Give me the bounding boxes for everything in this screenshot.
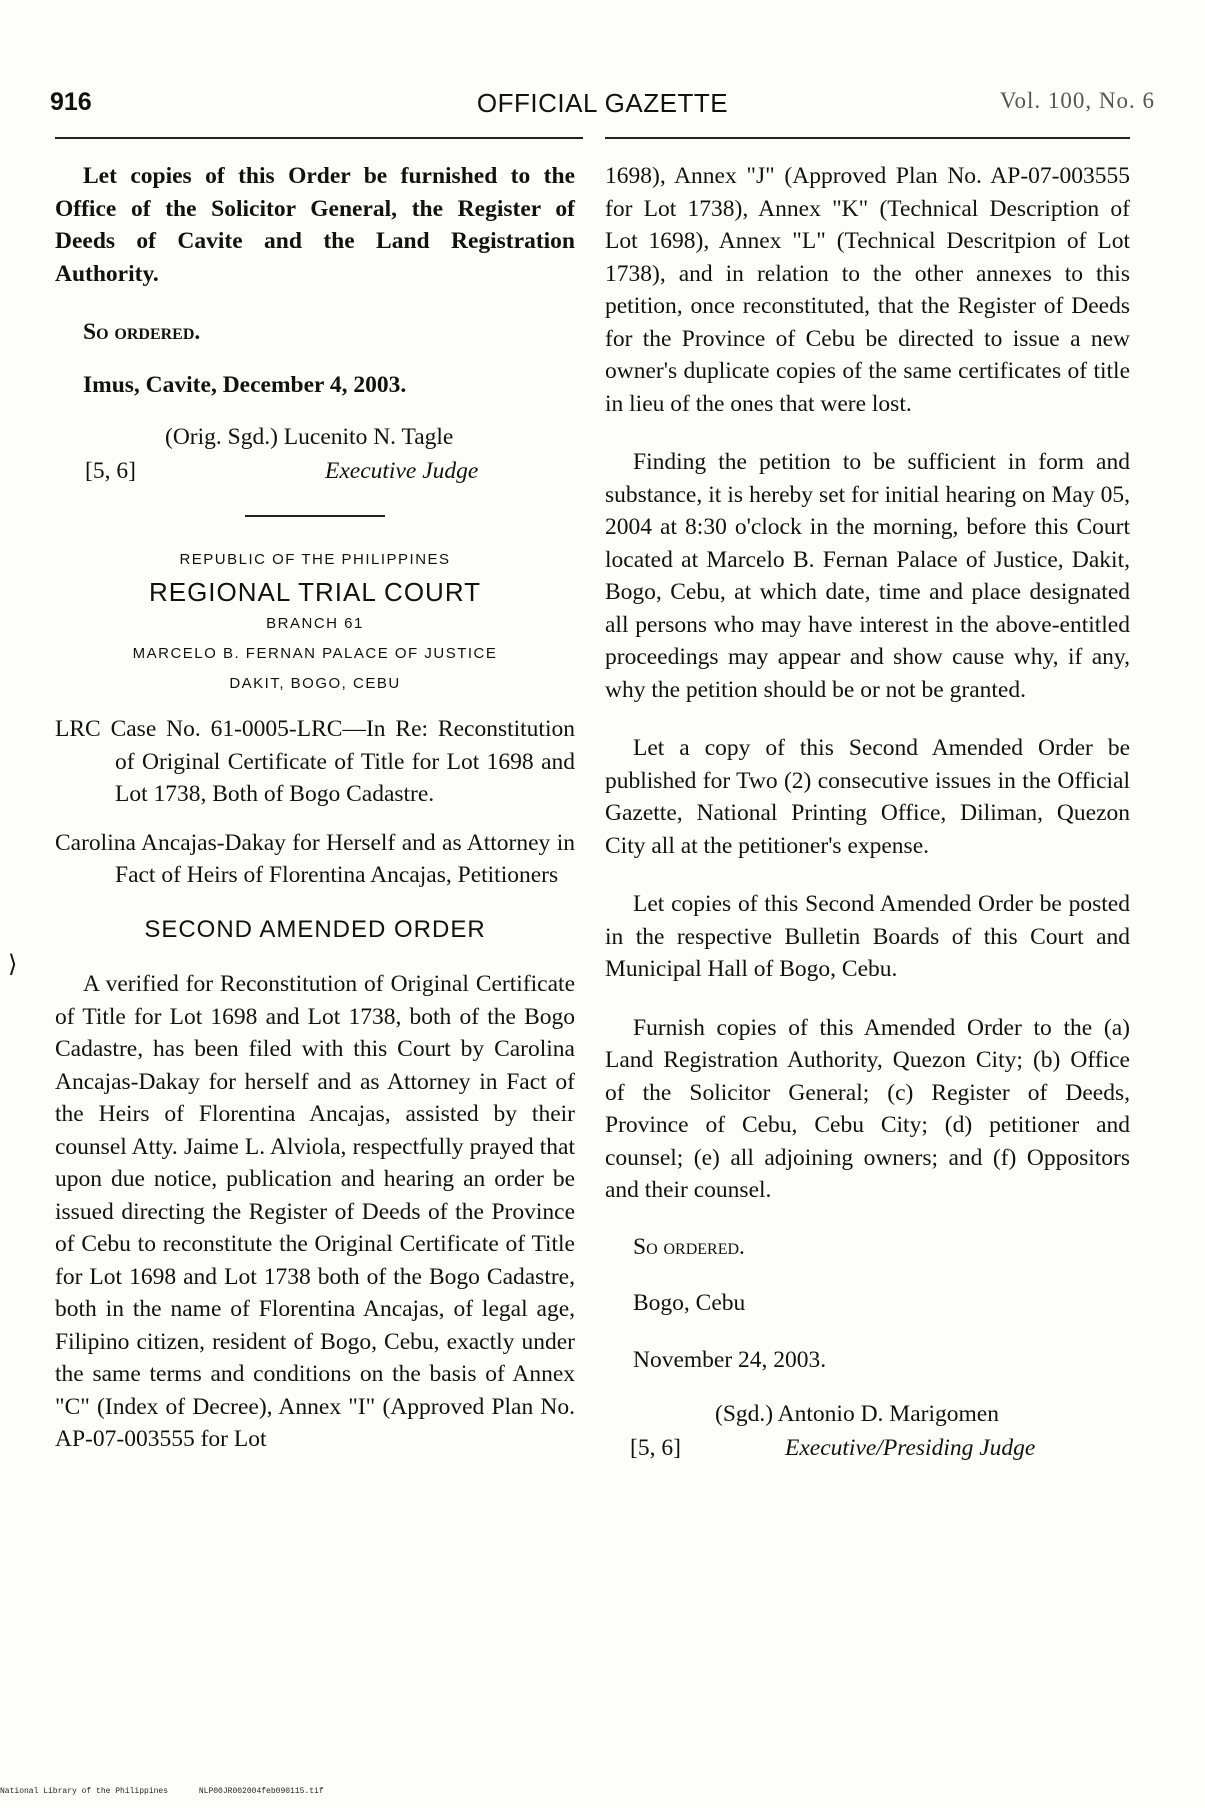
header-rule-left [55,137,583,139]
gazette-title: OFFICIAL GAZETTE [476,88,729,118]
court-branch: BRANCH 61 [266,615,364,632]
furnish-paragraph: Furnish copies of this Amended Order to the (a) Land Registration Authority, Quezon City; (b) Office of the Solicitor General; (c) Register of Deeds, Province of Cebu, Cebu City; (d) petitioner and counsel; (e) all adjoining owners; and (f) Oppositors and their counsel. [605,1014,1130,1203]
posting-paragraph: Let copies of this Second Amended Order be posted in the respective Bulletin Boards of this Court and Municipal Hall of Bogo, Cebu. [605,891,1130,982]
so-ordered-1: So ordered. [83,319,201,345]
place-date-1: Imus, Cavite, December 4, 2003. [83,371,407,398]
footer-file: NLP00JR002004feb090115.tif [198,1787,324,1796]
header-rule-right [605,137,1130,139]
order-body: A verified for Reconstitution of Original Certificate of Title for Lot 1698 and Lot 1738, both of the Bogo Cadastre, has been filed with this Court by Carolina Ancajas-Dakay for herself and as Attorney in Fact of the Heirs of Florentina Ancajas, assisted by their counsel Atty. Jaime L. Alviola, respectfully prayed that upon due notice, publication and hearing an order be issued directing the Register of Deeds of the Province of Cebu to reconstitute the Original Certificate of Title for Lot 1698 and Lot 1738 both of the Bogo Cadastre, both in the name of Florentina Ancajas, of legal age, Filipino citizen, resident of Bogo, Cebu, exactly under the same terms and conditions on the basis of Annex "C" (Index of Decree), Annex "I" (Approved Plan No. AP-07-003555 for Lot [55,971,575,1452]
so-ordered-2: So ordered. [633,1233,745,1260]
footer-library: National Library of the Philippines [0,1787,169,1796]
case-caption: LRC Case No. 61-0005-LRC—In Re: Reconstitution of Original Certificate of Title for Lot 1698 and Lot 1738, Both of Bogo Cadastre. [55,716,575,807]
section-divider [245,515,385,517]
court-name: REGIONAL TRIAL COURT [148,577,482,607]
place-2: Bogo, Cebu [633,1290,746,1316]
order-heading: SECOND AMENDED ORDER [144,915,486,943]
publication-paragraph: Let a copy of this Second Amended Order be published for Two (2) consecutive issues in the Official Gazette, National Printing Office, Diliman, Quezon City all at the petitioner's expense. [605,735,1130,859]
left-column [55,160,575,1456]
page-number: 916 [50,88,92,116]
page-header [50,88,1155,128]
issue-ref-1: [5, 6] [85,458,136,484]
signature-1: (Orig. Sgd.) Lucenito N. Tagle [165,424,454,450]
signature-2: (Sgd.) Antonio D. Marigomen [715,1401,999,1427]
court-republic: REPUBLIC OF THE PHILIPPINES [179,551,451,568]
order-paragraph: Let copies of this Order be furnished to the Office of the Solicitor General, the Register of Deeds of Cavite and the Land Registration Authority. [55,163,575,287]
continuation-paragraph: 1698), Annex "J" (Approved Plan No. AP-07-003555 for Lot 1738), Annex "K" (Technical Description of Lot 1698), Annex "L" (Technical Descritpion of Lot 1738), and in relation to the other annexes to this petition, once reconstituted, that the Register of Deeds for the Province of Cebu be directed to issue a new owner's duplicate copies of the same certificates of title in lieu of the ones that were lost. [605,163,1130,417]
scan-footer [0,1787,350,1796]
finding-paragraph: Finding the petition to be sufficient in form and substance, it is hereby set for initial hearing on May 05, 2004 at 8:30 o'clock in the morning, before this Court located at Marcelo B. Fernan Palace of Justice, Dakit, Bogo, Cebu, at which date, time and place designated all persons who may have interest in the above-entitled proceedings may appear and show cause why, if any, why the petition should be or not be granted. [605,449,1130,703]
signer-title-1: Executive Judge [325,458,479,484]
case-parties: Carolina Ancajas-Dakay for Herself and as Attorney in Fact of Heirs of Florentina Ancajas, Petitioners [55,829,575,888]
date-2: November 24, 2003. [633,1346,827,1373]
signer-block-1 [55,455,575,489]
signer-block-2 [605,1432,1130,1466]
court-palace: MARCELO B. FERNAN PALACE OF JUSTICE [132,645,498,662]
volume-number: Vol. 100, No. 6 [999,88,1155,113]
right-column [605,160,1130,1466]
issue-ref-2: [5, 6] [630,1435,681,1461]
court-location: DAKIT, BOGO, CEBU [229,675,401,692]
signature-block-2 [605,1398,1130,1432]
signer-title-2: Executive/Presiding Judge [785,1435,1036,1461]
signature-block-1 [55,421,575,455]
margin-mark: ⟩ [8,952,18,978]
